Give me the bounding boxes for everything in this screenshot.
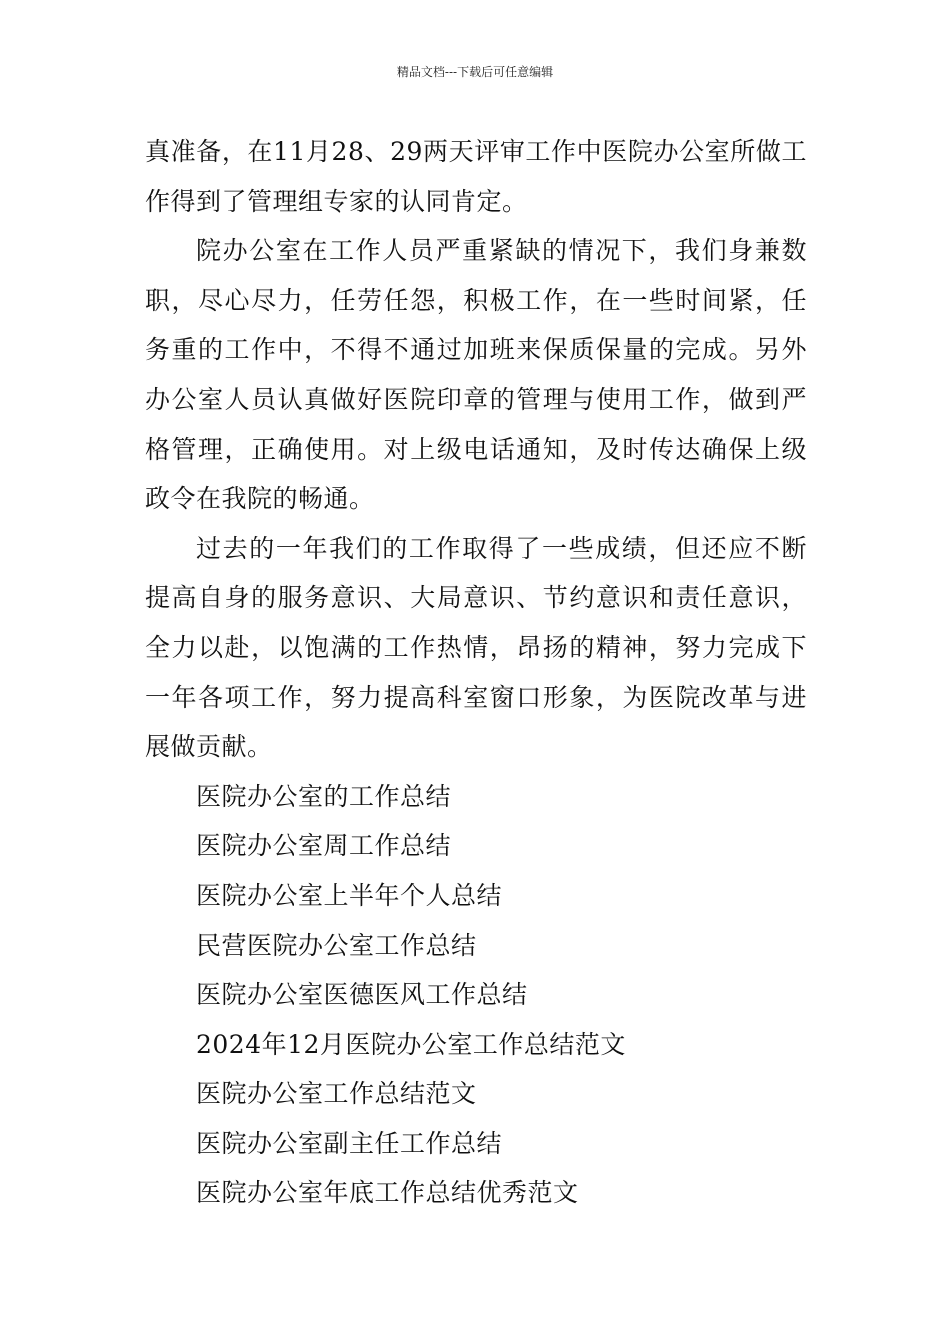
related-title-item: 医院办公室副主任工作总结 xyxy=(196,1128,503,1158)
related-title-item: 医院办公室医德医风工作总结 xyxy=(196,980,528,1010)
related-titles-list xyxy=(145,772,807,1218)
related-title-item: 医院办公室的工作总结 xyxy=(196,781,452,811)
related-title-item: 医院办公室上半年个人总结 xyxy=(196,880,503,910)
paragraph-continuation: 真准备，在11月28、29两天评审工作中医院办公室所做工作得到了管理组专家的认同肯定。 xyxy=(145,137,807,216)
related-title-item: 医院办公室周工作总结 xyxy=(196,831,452,861)
paragraph-office-staffing: 院办公室在工作人员严重紧缺的情况下，我们身兼数职，尽心尽力，任劳任怨，积极工作，在一些时间紧，任务重的工作中，不得不通过加班来保质保量的完成。另外办公室人员认真做好医院印章的管理与使用工作，做到严格管理，正确使用。对上级电话通知，及时传达确保上级政令在我院的畅通。 xyxy=(145,236,807,514)
related-title-item: 民营医院办公室工作总结 xyxy=(196,930,477,960)
paragraph-year-summary: 过去的一年我们的工作取得了一些成绩，但还应不断提高自身的服务意识、大局意识、节约意识和责任意识，全力以赴，以饱满的工作热情，昂扬的精神，努力完成下一年各项工作，努力提高科室窗口形象，为医院改革与进展做贡献。 xyxy=(145,533,807,762)
related-title-item: 2024年12月医院办公室工作总结范文 xyxy=(196,1029,626,1059)
document-body xyxy=(145,127,807,1218)
related-title-item: 医院办公室年底工作总结优秀范文 xyxy=(196,1178,579,1208)
page-header: 精品文档---下载后可任意编辑 xyxy=(396,65,554,79)
related-title-item: 医院办公室工作总结范文 xyxy=(196,1079,477,1109)
